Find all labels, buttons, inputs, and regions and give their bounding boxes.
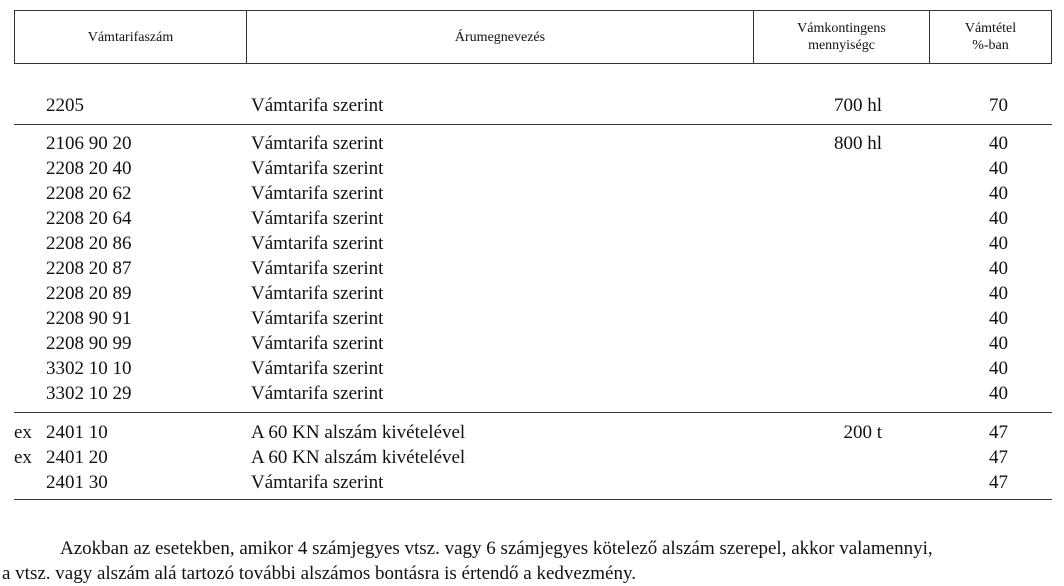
group-divider — [14, 124, 1052, 125]
cell-prefix: ex — [14, 447, 32, 468]
group-divider — [14, 412, 1052, 413]
cell-duty-rate: 47 — [989, 472, 1008, 493]
table-row — [0, 231, 1064, 256]
cell-duty-rate: 40 — [989, 208, 1008, 229]
table-group-1 — [0, 93, 1064, 118]
cell-description: Vámtarifa szerint — [251, 208, 384, 229]
cell-tariff-code: 2205 — [46, 95, 84, 116]
table-row — [0, 181, 1064, 206]
cell-duty-rate: 40 — [989, 133, 1008, 154]
cell-description: Vámtarifa szerint — [251, 358, 384, 379]
cell-description: Vámtarifa szerint — [251, 308, 384, 329]
table-row — [0, 420, 1064, 445]
header-qty-label-line1: Vámkontingens — [797, 21, 886, 36]
cell-description: Vámtarifa szerint — [251, 383, 384, 404]
cell-quota-quantity: 200 t — [843, 422, 882, 443]
table-row — [0, 156, 1064, 181]
header-qty-label-line2: mennyiségc — [808, 38, 875, 53]
cell-duty-rate: 40 — [989, 283, 1008, 304]
cell-description: Vámtarifa szerint — [251, 333, 384, 354]
cell-prefix: ex — [14, 422, 32, 443]
table-group-2 — [0, 131, 1064, 406]
footnote-line-2: a vtsz. vagy alszám alá tartozó további alszámos bontásra is értendő a kedvezmény. — [2, 563, 636, 584]
table-row — [0, 381, 1064, 406]
cell-duty-rate: 47 — [989, 422, 1008, 443]
table-row — [0, 131, 1064, 156]
cell-duty-rate: 47 — [989, 447, 1008, 468]
cell-description: Vámtarifa szerint — [251, 133, 384, 154]
cell-description: A 60 KN alszám kivételével — [251, 422, 466, 443]
table-row — [0, 445, 1064, 470]
cell-quota-quantity: 800 hl — [833, 133, 882, 154]
cell-tariff-code: 2208 90 91 — [46, 308, 132, 329]
footnote — [2, 536, 1060, 586]
cell-description: A 60 KN alszám kivételével — [251, 447, 466, 468]
cell-description: Vámtarifa szerint — [251, 183, 384, 204]
cell-tariff-code: 3302 10 29 — [46, 383, 132, 404]
table-row — [0, 306, 1064, 331]
cell-description: Vámtarifa szerint — [251, 95, 384, 116]
cell-tariff-code: 2401 10 — [46, 422, 108, 443]
cell-quota-quantity: 700 hl — [833, 95, 882, 116]
cell-tariff-code: 2208 20 40 — [46, 158, 132, 179]
cell-tariff-code: 2208 20 89 — [46, 283, 132, 304]
cell-tariff-code: 2208 20 87 — [46, 258, 132, 279]
header-rate-label-line1: Vámtétel — [964, 21, 1017, 36]
cell-description: Vámtarifa szerint — [251, 233, 384, 254]
cell-tariff-code: 2208 20 86 — [46, 233, 132, 254]
table-row — [0, 281, 1064, 306]
table-row — [0, 93, 1064, 118]
header-code-cell — [15, 11, 247, 63]
cell-description: Vámtarifa szerint — [251, 158, 384, 179]
cell-tariff-code: 2208 20 62 — [46, 183, 132, 204]
cell-duty-rate: 40 — [989, 333, 1008, 354]
table-row — [0, 256, 1064, 281]
header-code-label: Vámtarifaszám — [87, 29, 174, 45]
header-desc-label: Árumegnevezés — [454, 29, 546, 45]
cell-duty-rate: 40 — [989, 233, 1008, 254]
table-row — [0, 331, 1064, 356]
cell-duty-rate: 40 — [989, 308, 1008, 329]
cell-tariff-code: 2401 30 — [46, 472, 108, 493]
cell-description: Vámtarifa szerint — [251, 258, 384, 279]
table-row — [0, 356, 1064, 381]
cell-duty-rate: 40 — [989, 258, 1008, 279]
cell-duty-rate: 40 — [989, 383, 1008, 404]
header-desc-cell — [247, 11, 754, 63]
table-group-3 — [0, 420, 1064, 495]
table-bottom-rule — [14, 499, 1052, 500]
header-rate-cell — [930, 11, 1051, 63]
cell-description: Vámtarifa szerint — [251, 472, 384, 493]
cell-tariff-code: 2208 20 64 — [46, 208, 132, 229]
cell-tariff-code: 2401 20 — [46, 447, 108, 468]
header-rate-label-line2: %-ban — [972, 38, 1009, 53]
cell-tariff-code: 3302 10 10 — [46, 358, 132, 379]
cell-tariff-code: 2208 90 99 — [46, 333, 132, 354]
cell-duty-rate: 40 — [989, 158, 1008, 179]
cell-duty-rate: 70 — [989, 95, 1008, 116]
table-header — [14, 10, 1052, 64]
cell-description: Vámtarifa szerint — [251, 283, 384, 304]
table-row — [0, 470, 1064, 495]
footnote-line-1: Azokban az esetekben, amikor 4 számjegyes vtsz. vagy 6 számjegyes kötelező alszám szerepel, akkor valamennyi, — [60, 538, 933, 559]
header-qty-cell — [754, 11, 930, 63]
table-row — [0, 206, 1064, 231]
cell-duty-rate: 40 — [989, 358, 1008, 379]
cell-tariff-code: 2106 90 20 — [46, 133, 132, 154]
cell-duty-rate: 40 — [989, 183, 1008, 204]
